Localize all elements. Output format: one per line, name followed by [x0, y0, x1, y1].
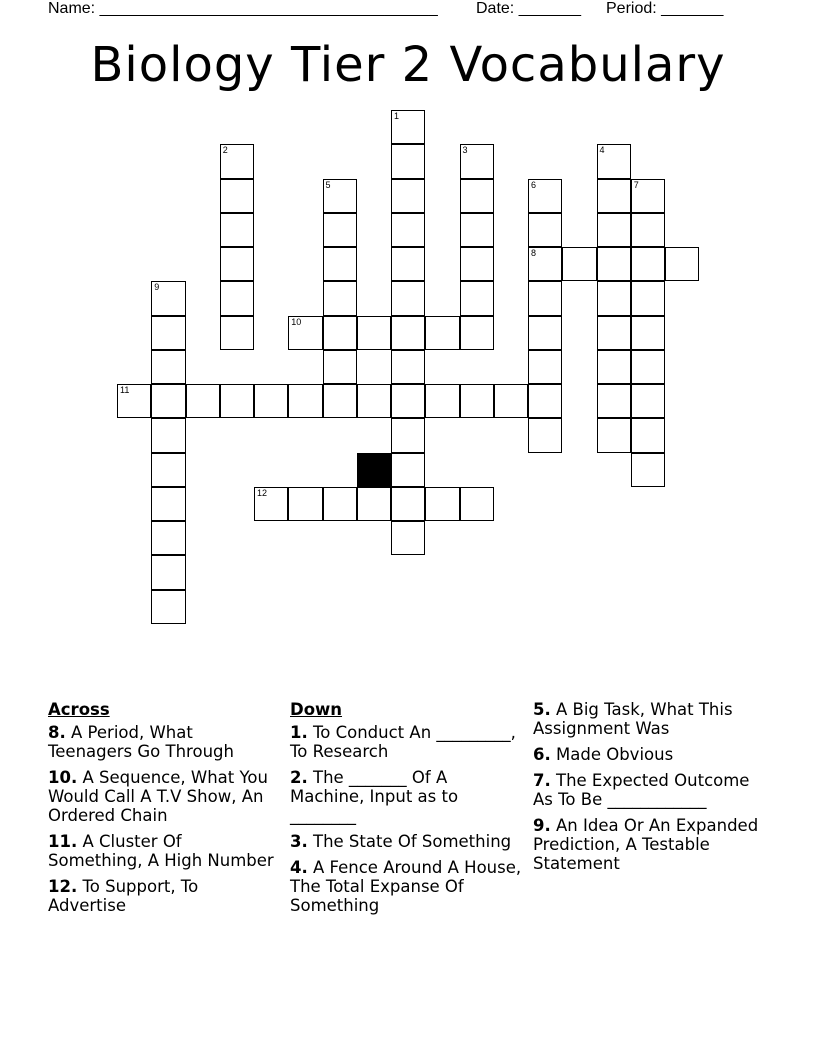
grid-cell[interactable]: [631, 316, 665, 350]
name-field[interactable]: Name: ______________________________________: [48, 0, 438, 17]
grid-cell[interactable]: [425, 487, 459, 521]
grid-cell[interactable]: [665, 247, 699, 281]
grid-cell[interactable]: [460, 144, 494, 178]
clue-number: 3: [462, 145, 468, 156]
grid-cell[interactable]: [288, 487, 322, 521]
grid-cell[interactable]: [151, 555, 185, 589]
grid-cell[interactable]: [323, 487, 357, 521]
grid-cell[interactable]: [323, 384, 357, 418]
grid-cell[interactable]: [186, 384, 220, 418]
clue-item: [533, 771, 759, 809]
grid-cell[interactable]: [391, 316, 425, 350]
grid-cell[interactable]: [220, 213, 254, 247]
down-clues: [290, 700, 526, 922]
clue-item: [533, 745, 759, 764]
grid-cell[interactable]: [425, 384, 459, 418]
grid-cell[interactable]: [151, 487, 185, 521]
clue-item-text: The Expected Outcome As To Be ____________: [533, 771, 750, 809]
grid-cell[interactable]: [151, 418, 185, 452]
clue-item-number: 8.: [48, 723, 66, 742]
grid-cell[interactable]: [597, 418, 631, 452]
grid-cell[interactable]: [460, 247, 494, 281]
grid-cell[interactable]: [220, 144, 254, 178]
clue-number: 8: [531, 248, 537, 258]
grid-cell[interactable]: [528, 247, 562, 281]
clue-item-text: A Sequence, What You Would Call A T.V Show, An Ordered Chain: [48, 768, 268, 825]
grid-cell[interactable]: [117, 384, 151, 418]
clue-number: 4: [599, 145, 605, 156]
grid-cell[interactable]: [597, 316, 631, 350]
clue-item-text: An Idea Or An Expanded Prediction, A Testable Statement: [533, 816, 759, 873]
grid-cell[interactable]: [391, 487, 425, 521]
grid-cell[interactable]: [391, 350, 425, 384]
grid-cell[interactable]: [528, 213, 562, 247]
grid-cell[interactable]: [494, 384, 528, 418]
clue-item: [290, 832, 526, 851]
grid-cell[interactable]: [528, 384, 562, 418]
grid-cell[interactable]: [391, 453, 425, 487]
grid-cell[interactable]: [323, 247, 357, 281]
clue-item: [48, 723, 280, 761]
down-clue-list: [290, 723, 526, 915]
grid-cell[interactable]: [528, 350, 562, 384]
grid-cell[interactable]: [631, 453, 665, 487]
grid-cell[interactable]: [528, 179, 562, 213]
down-clues-continued: [533, 700, 759, 880]
grid-cell[interactable]: [460, 179, 494, 213]
grid-cell[interactable]: [288, 316, 322, 350]
clue-item: [290, 768, 526, 825]
grid-cell[interactable]: [220, 281, 254, 315]
down-heading: Down: [290, 700, 343, 719]
grid-cell[interactable]: [151, 281, 185, 315]
grid-cell[interactable]: [323, 316, 357, 350]
clue-item-number: 10.: [48, 768, 78, 787]
clue-item: [290, 723, 526, 761]
clue-number: 5: [325, 179, 331, 190]
grid-cell[interactable]: [151, 384, 185, 418]
grid-cell[interactable]: [631, 418, 665, 452]
grid-cell[interactable]: [597, 281, 631, 315]
clue-item: [533, 700, 759, 738]
grid-cell[interactable]: [460, 316, 494, 350]
grid-cell[interactable]: [323, 350, 357, 384]
clue-item-number: 12.: [48, 877, 78, 896]
grid-cell[interactable]: [460, 487, 494, 521]
grid-cell[interactable]: [597, 144, 631, 178]
clue-item-text: A Fence Around A House, The Total Expanse Of Something: [290, 858, 522, 915]
clue-item-text: To Support, To Advertise: [48, 877, 199, 915]
clue-item-number: 6.: [533, 745, 551, 764]
grid-cell[interactable]: [631, 179, 665, 213]
grid-cell[interactable]: [391, 179, 425, 213]
grid-cell[interactable]: [391, 281, 425, 315]
grid-cell[interactable]: [357, 487, 391, 521]
clue-number: 12: [257, 487, 268, 498]
down-clue-list-continued: [533, 700, 759, 873]
grid-cell[interactable]: [460, 384, 494, 418]
clue-number: 9: [154, 282, 160, 293]
clue-item-number: 11.: [48, 832, 78, 851]
grid-cell[interactable]: [528, 418, 562, 452]
across-clue-list: [48, 723, 280, 915]
clue-number: 7: [633, 179, 639, 190]
clue-item-text: A Big Task, What This Assignment Was: [533, 700, 733, 738]
grid-cell[interactable]: [151, 590, 185, 624]
grid-cell[interactable]: [425, 316, 459, 350]
clue-item: [48, 877, 280, 915]
across-heading: Across: [48, 700, 110, 719]
clue-item-number: 7.: [533, 771, 551, 790]
grid-cell[interactable]: [391, 247, 425, 281]
clue-item-number: 2.: [290, 768, 308, 787]
grid-cell[interactable]: [631, 281, 665, 315]
clue-item: [48, 832, 280, 870]
grid-cell[interactable]: [391, 213, 425, 247]
clue-number: 6: [531, 179, 537, 190]
grid-cell[interactable]: [460, 281, 494, 315]
clue-item-number: 3.: [290, 832, 308, 851]
clue-number: 10: [291, 316, 302, 327]
clue-item-text: Made Obvious: [550, 745, 674, 764]
grid-cell[interactable]: [460, 213, 494, 247]
grid-cell[interactable]: [151, 316, 185, 350]
grid-cell[interactable]: [597, 247, 631, 281]
grid-cell[interactable]: [597, 213, 631, 247]
black-cell: [357, 453, 391, 487]
grid-cell[interactable]: [220, 179, 254, 213]
grid-cell[interactable]: [151, 521, 185, 555]
grid-cell[interactable]: [357, 316, 391, 350]
grid-cell[interactable]: [323, 281, 357, 315]
grid-cell[interactable]: [391, 384, 425, 418]
period-field[interactable]: Period: _______: [606, 0, 724, 17]
grid-cell[interactable]: [323, 179, 357, 213]
clue-item: [533, 816, 759, 873]
grid-cell[interactable]: [631, 384, 665, 418]
clue-item-number: 9.: [533, 816, 551, 835]
grid-cell[interactable]: [528, 316, 562, 350]
clue-item-number: 5.: [533, 700, 551, 719]
clue-item: [48, 768, 280, 825]
grid-cell[interactable]: [220, 384, 254, 418]
grid-cell[interactable]: [220, 247, 254, 281]
page-title: Biology Tier 2 Vocabulary: [90, 37, 726, 93]
grid-cell[interactable]: [288, 384, 322, 418]
grid-cell[interactable]: [254, 487, 288, 521]
grid-cell[interactable]: [323, 213, 357, 247]
date-field[interactable]: Date: _______: [476, 0, 581, 17]
grid-cell[interactable]: [391, 144, 425, 178]
across-clues: [48, 700, 280, 922]
clue-item-text: To Conduct An _________, To Research: [290, 723, 516, 761]
clue-item-text: A Cluster Of Something, A High Number: [48, 832, 274, 870]
clue-number: 2: [222, 145, 228, 156]
grid-cell[interactable]: [151, 350, 185, 384]
grid-cell[interactable]: [528, 281, 562, 315]
clue-number: 11: [120, 385, 130, 395]
grid-cell[interactable]: [562, 247, 596, 281]
grid-cell[interactable]: [597, 350, 631, 384]
grid-cell[interactable]: [631, 213, 665, 247]
clue-item: [290, 858, 526, 915]
clue-item-text: A Period, What Teenagers Go Through: [48, 723, 234, 761]
clue-number: 1: [394, 111, 400, 121]
clue-item-number: 1.: [290, 723, 308, 742]
grid-cell[interactable]: [357, 384, 391, 418]
grid-cell[interactable]: [151, 453, 185, 487]
grid-cell[interactable]: [631, 350, 665, 384]
grid-cell[interactable]: [631, 247, 665, 281]
grid-cell[interactable]: [391, 418, 425, 452]
grid-cell[interactable]: [391, 110, 425, 144]
grid-cell[interactable]: [597, 384, 631, 418]
clue-item-text: The _______ Of A Machine, Input as to ________: [290, 768, 459, 825]
grid-cell[interactable]: [220, 316, 254, 350]
grid-cell[interactable]: [597, 179, 631, 213]
grid-cell[interactable]: [254, 384, 288, 418]
clue-item-text: The State Of Something: [307, 832, 512, 851]
grid-cell[interactable]: [391, 521, 425, 555]
clue-item-number: 4.: [290, 858, 308, 877]
